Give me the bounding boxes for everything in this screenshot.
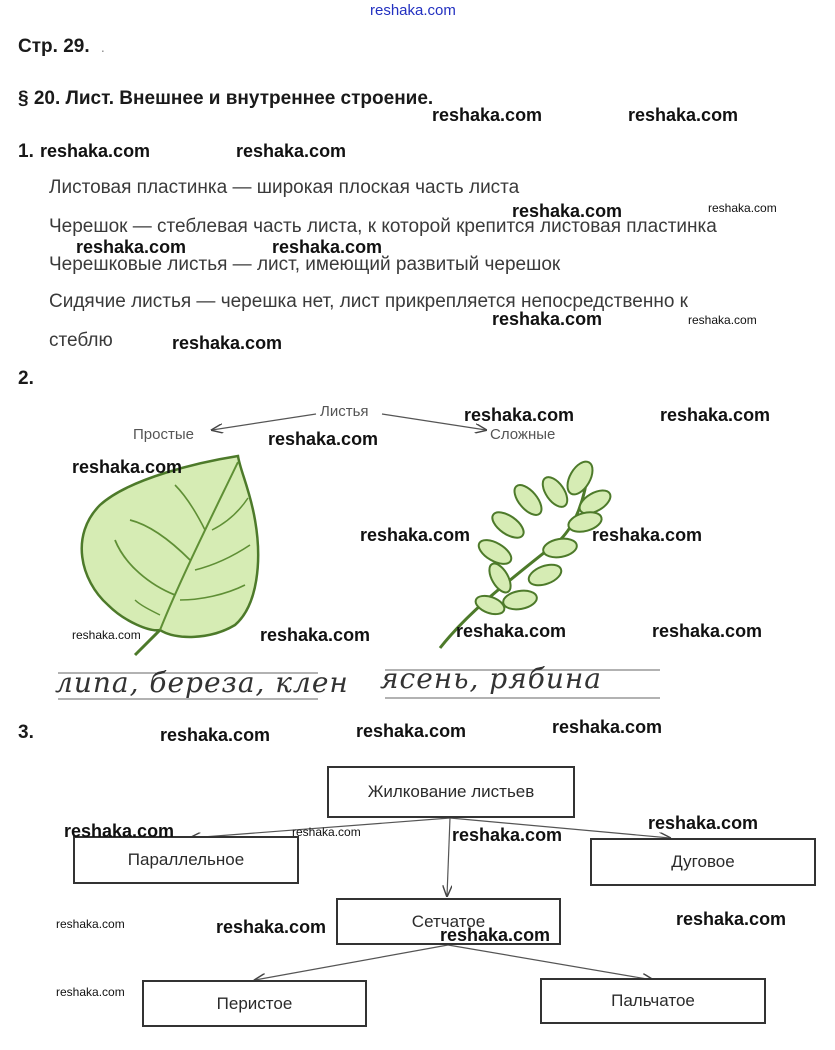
watermark: reshaka.com [552,717,663,737]
watermark: reshaka.com [688,313,757,327]
section-title: § 20. Лист. Внешнее и внутреннее строение. [18,88,434,109]
leaves-root-label: Листья [320,403,369,420]
definition-line: Сидячие листья — черешка нет, лист прикрепляется непосредственно к [49,291,688,312]
definition-line: Черешковые листья — лист, имеющий развитый черешок [49,254,561,275]
watermark: reshaka.com [56,917,125,931]
watermark: reshaka.com [592,525,703,545]
watermark: reshaka.com [648,813,759,833]
watermark: reshaka.com [356,721,467,741]
watermark: reshaka.com [660,405,771,425]
arc-venation-box: Дуговое [590,838,816,886]
site-link[interactable]: reshaka.com [370,2,456,19]
watermark: reshaka.com [172,333,283,353]
watermark: reshaka.com [72,628,141,642]
compound-leaves-label: Сложные [490,426,556,443]
simple-leaf-drawing [82,456,258,655]
watermark: reshaka.com [456,621,567,641]
task3-number: 3. [18,722,34,743]
watermark: reshaka.com [260,625,371,645]
palmate-venation-box: Пальчатое [540,978,766,1024]
watermark: reshaka.com [236,141,347,161]
page-number: Стр. 29. [18,36,90,57]
pinnate-venation-box: Перистое [142,980,367,1027]
watermark: reshaka.com [76,237,187,257]
watermark: reshaka.com [160,725,271,745]
watermark: reshaka.com [272,237,383,257]
watermark: reshaka.com [628,105,739,125]
watermark: reshaka.com [492,309,603,329]
watermark: reshaka.com [708,201,777,215]
arrow-to-simple [212,414,316,430]
venation-root-box: Жилкование листьев [327,766,575,818]
watermark: reshaka.com [360,525,471,545]
parallel-venation-box: Параллельное [73,836,299,884]
net-venation-box: Сетчатое [336,898,561,945]
definition-line: стеблю [49,330,113,351]
watermark: reshaka.com [72,457,183,477]
watermark: reshaka.com [292,825,361,839]
watermark: reshaka.com [40,141,151,161]
watermark: reshaka.com [432,105,543,125]
watermark: reshaka.com [56,985,125,999]
watermark: reshaka.com [652,621,763,641]
watermark: reshaka.com [268,429,379,449]
simple-leaf-examples: липа, береза, клен [55,666,349,699]
definition-line: Листовая пластинка — широкая плоская часть листа [49,177,520,198]
compound-leaf-drawing [440,457,614,648]
watermark: reshaka.com [464,405,575,425]
definition-line: Черешок — стеблевая часть листа, к которой крепится листовая пластинка [49,216,717,237]
compound-leaf-examples: ясень, рябина [380,662,603,695]
watermark: reshaka.com [440,925,551,945]
watermark: reshaka.com [64,821,175,841]
watermark: reshaka.com [512,201,623,221]
page-dot: . [100,39,105,55]
watermark: reshaka.com [216,917,327,937]
task1-number: 1. [18,141,34,162]
simple-leaves-label: Простые [133,426,194,443]
watermark: reshaka.com [452,825,563,845]
task2-number: 2. [18,368,34,389]
watermark: reshaka.com [676,909,787,929]
